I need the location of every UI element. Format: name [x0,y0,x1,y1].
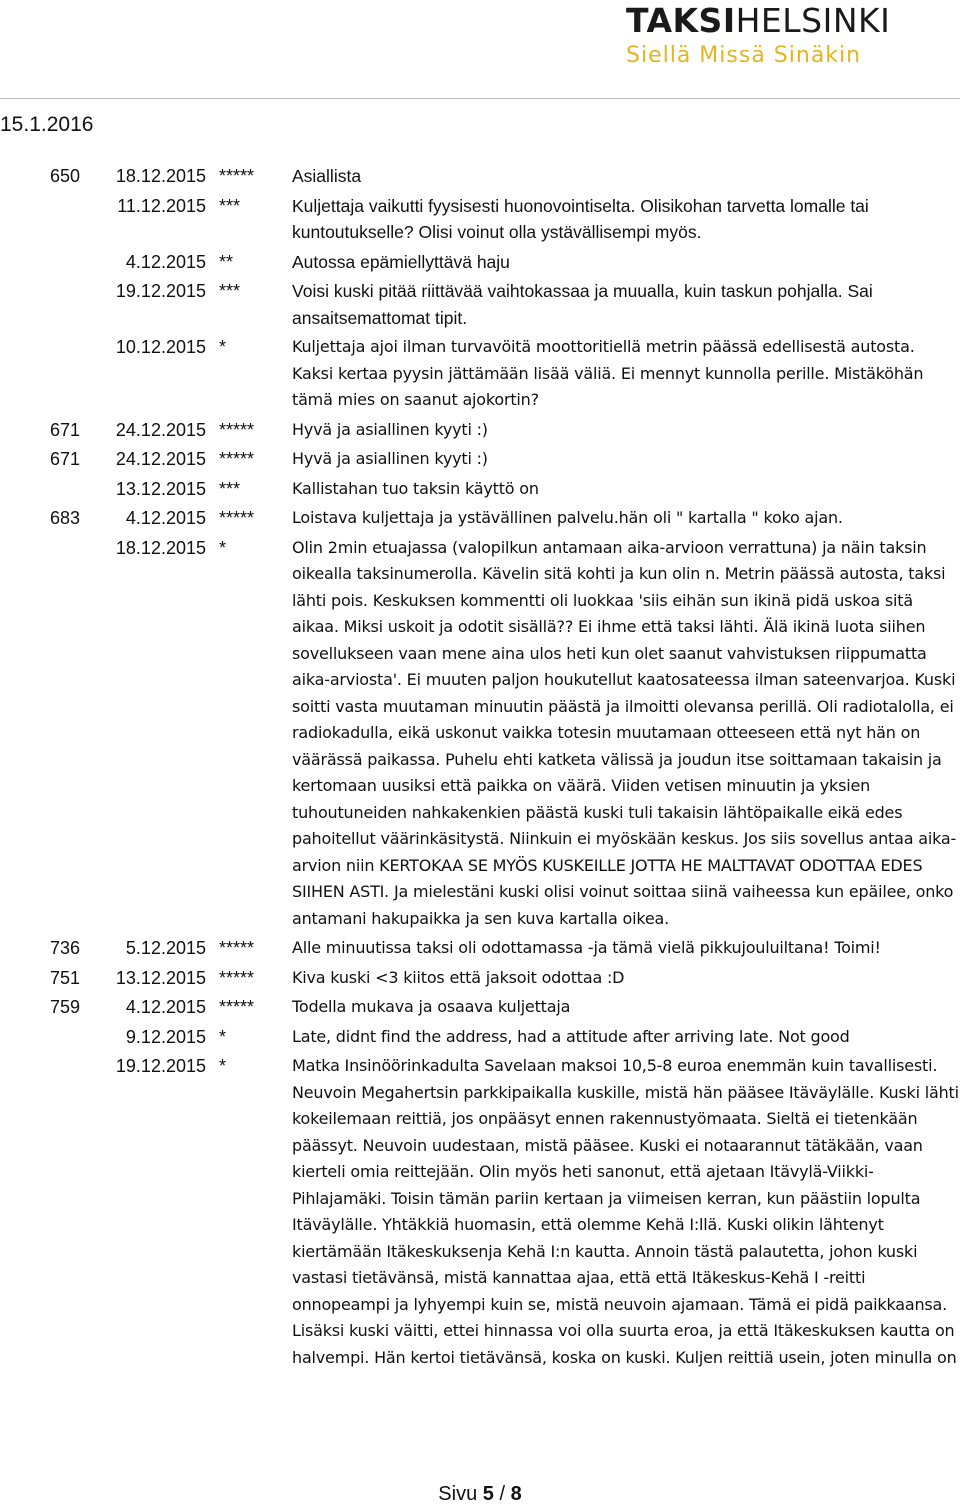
feedback-row [0,965,960,992]
footer-sep: / [493,1483,511,1505]
feedback-row [0,1024,960,1051]
page-date: 15.1.2016 [0,113,94,136]
row-stars: ***** [219,419,255,440]
feedback-row [0,163,960,190]
logo-taksi: TAKSI [626,1,736,40]
row-stars: * [219,537,227,558]
row-stars: ***** [219,967,255,988]
row-date: 18.12.2015 [115,166,206,186]
feedback-row [0,476,960,503]
feedback-row [0,193,960,246]
feedback-row [0,1053,960,1371]
row-comment: Hyvä ja asiallinen kyyti :) [292,449,488,468]
feedback-row [0,446,960,473]
row-comment: Kallistahan tuo taksin käyttö on [292,478,539,498]
row-comment: Hyvä ja asiallinen kyyti :) [292,419,488,439]
row-id: 671 [50,449,81,469]
row-comment: Voisi kuski pitää riittävää vaihtokassaa ja muualla, kuin taskun pohjalla. Sai ansaitsemattomat tipit. [292,281,873,328]
row-date: 24.12.2015 [115,449,206,469]
row-stars: ** [219,251,234,272]
row-date: 19.12.2015 [115,281,206,301]
feedback-row [0,935,960,962]
row-stars: *** [219,195,241,216]
row-date: 4.12.2015 [125,251,206,272]
page-footer [0,1483,960,1506]
row-comment: Matka Insinöörinkadulta Savelaan maksoi 10,5-8 euroa enemmän kuin tavallisesti. Neuvoin Megahertsin parkkipaikalla kuskille, mistä hän pääsee Itäväylälle. Kuski lähti kokeilemaan reittiä, jos onpääsyt ennen rakennustyömaata. Sieltä ei tietenkään päässyt. Neuvoin uudestaan, mistä pääsee. Kuski ei notaarannut tätäkään, vaan kierteli omia reittejään. Olin myös heti sanonut, että ajetaan Itävylä-Viikki-Pihlajamäki. Toisin tämän pariin kertaan ja viimeisen kerran, kun päästiin lopulta Itäväylälle. Yhtäkkiä huomasin, että olemme Kehä I:llä. Kuski olikin lähtenyt kiertämään Itäkeskuksenja Kehä I:n kautta. Annoin tästä palautetta, johon kuski vastasi tietävänsä, mistä kannattaa ajaa, että että Itäkeskus-Kehä I -reitti onnopeampi ja lyhyempi kuin se, mistä neuvoin ajamaan. Tämä ei pidä paikkaansa. Lisäksi kuski väitti, ettei hinnassa voi olla suurta eroa, ja että Itäkeskuksen kautta on halvempi. Hän kertoi tietävänsä, koska on kuski. Kuljen reittiä usein, joten minulla on [292,1056,959,1367]
header-divider [0,98,960,99]
row-id: 650 [50,166,81,186]
row-stars: * [219,337,227,357]
row-comment: Asiallista [292,166,362,186]
row-id: 759 [50,997,81,1017]
feedback-row [0,334,960,414]
feedback-row [0,417,960,444]
row-comment: Olin 2min etuajassa (valopilkun antamaan aika-arvioon verrattuna) ja näin taksin oikealla taksinumerolla. Kävelin sitä kohti ja kun olin n. Metrin päässä autosta, taksi lähti pois. Keskuksen kommentti oli luokkaa 'siis eihän sun ikinä pidä uskoa sitä aikaa. Miksi uskoit ja odotit sisällä?? Ei ihme että taksi lähti. Älä ikinä luota siihen sovellukseen vaan mene aina ulos heti kun olet saanut vahvistuksen riippumatta aika-arviosta'. Ei muuten paljon houkutellut kaatosateessa ilman sateenvarjoa. Kuski soitti vasta muutaman minuutin päästä ja ilmoitti olevansa perillä. Oli radiotalolla, ei radiokadulla, eikä uskonut vaikka totesin muutamaan otteeseen että nyt hän on väärässä paikassa. Puhelu ehti katketa välissä ja joudun itse soittamaan takaisin ja kertomaan uusiksi että paikka on väärä. Viiden vetisen minuutin ja yksien tuhoutuneiden nahkakenkien päästä kuski tuli takaisin lähtöpaikalle eikä edes pahoitellut väärinkäsitystä. Niinkuin ei myöskään keskus. Jos siis sovellus antaa aika-arvion niin KERTOKAA SE MYÖS KUSKEILLE JOTTA HE MALTTAVAT ODOTTAA EDES SIIHEN ASTI. Ja mielestäni kuski olisi voinut soittaa siinä vaiheessa kun epäilee, onko antamani hakupaikka ja sen kuva kartalla oikea. [292,537,957,928]
footer-prefix: Sivu [438,1483,483,1505]
row-stars: ***** [219,449,255,469]
row-comment: Kiva kuski <3 kiitos että jaksoit odottaa :D [292,967,625,987]
row-date: 13.12.2015 [115,967,206,988]
row-id: 736 [50,938,81,958]
feedback-list [0,163,960,1371]
row-comment: Todella mukava ja osaava kuljettaja [292,997,571,1016]
row-stars: *** [219,281,241,301]
feedback-row [0,505,960,532]
logo-wordmark [626,2,960,40]
footer-page: 5 [482,1483,494,1505]
row-date: 24.12.2015 [115,419,206,440]
row-date: 11.12.2015 [117,195,206,216]
row-comment: Kuljettaja vaikutti fyysisesti huonovointiselta. Olisikohan tarvetta lomalle tai kuntoutukselle? Olisi voinut olla ystävällisempi myös. [292,195,869,242]
row-id: 683 [50,508,81,528]
row-stars: *** [219,478,241,499]
row-date: 19.12.2015 [115,1056,206,1076]
taksi-helsinki-logo [626,2,960,76]
feedback-row [0,535,960,933]
row-date: 4.12.2015 [125,997,206,1017]
feedback-row [0,249,960,276]
row-date: 4.12.2015 [125,508,206,528]
footer-total: 8 [510,1483,522,1505]
row-stars: * [219,1056,227,1076]
row-date: 13.12.2015 [115,478,206,499]
row-stars: ***** [219,938,255,958]
row-comment: Kuljettaja ajoi ilman turvavöitä moottoritiellä metrin päässä edellisestä autosta. Kaksi kertaa pyysin jättämään lisää väliä. Ei mennyt kunnolla perille. Mistäköhän tämä mies on saanut ajokortin? [292,337,924,409]
row-date: 5.12.2015 [125,938,206,958]
row-comment: Loistava kuljettaja ja ystävällinen palvelu.hän oli " kartalla " koko ajan. [292,508,843,527]
logo-tagline: Siellä Missä Sinäkin [626,43,862,68]
row-id: 671 [50,419,81,440]
row-comment: Alle minuutissa taksi oli odottamassa -ja tämä vielä pikkujouluiltana! Toimi! [292,938,881,957]
row-stars: ***** [219,997,255,1017]
feedback-row [0,278,960,331]
row-date: 9.12.2015 [125,1026,206,1047]
row-id: 751 [50,967,81,988]
row-stars: * [219,1026,227,1047]
row-date: 10.12.2015 [115,337,206,357]
row-stars: ***** [219,508,255,528]
feedback-row [0,994,960,1021]
row-stars: ***** [219,166,255,186]
row-date: 18.12.2015 [115,537,206,558]
row-comment: Late, didnt find the address, had a attitude after arriving late. Not good [292,1026,850,1046]
logo-helsinki: HELSINKI [735,1,891,40]
row-comment: Autossa epämiellyttävä haju [292,251,510,272]
